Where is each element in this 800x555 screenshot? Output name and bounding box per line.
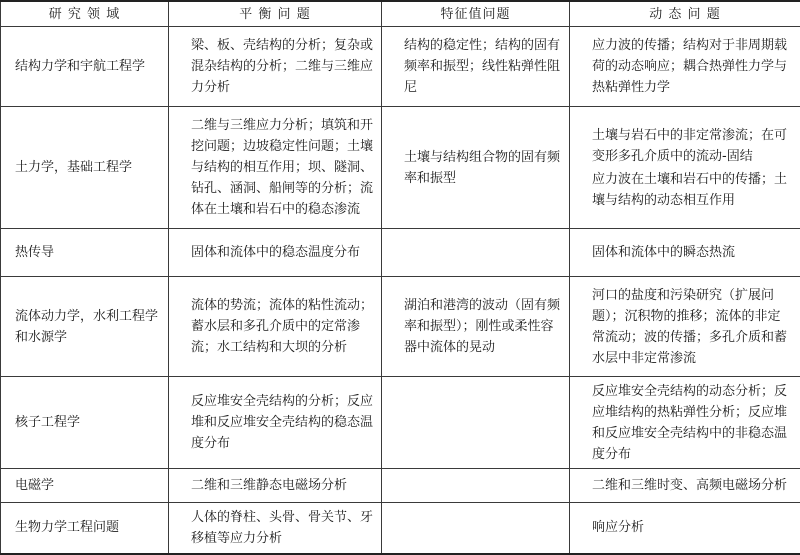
table-row [1,377,800,469]
dynamic-paragraph: 应力波的传播；结构对于非周期载荷的动态响应；耦合热弹性力学与热粘弹性力学 [592,35,792,98]
eigenvalue-cell [382,229,570,277]
header-row [1,1,800,27]
dynamic-paragraph: 土壤与岩石中的非定常渗流；在可变形多孔介质中的流动-固结 [592,125,792,167]
equilibrium-cell: 固体和流体中的稳态温度分布 [169,229,382,277]
equilibrium-cell: 二维与三维应力分析；填筑和开挖问题；边坡稳定性问题；土壤与结构的相互作用；坝、隧洞、钻孔、涵洞、船闸等的分析；流体在土壤和岩石中的稳态渗流 [169,107,382,229]
field-cell: 热传导 [1,229,169,277]
table-row [1,27,800,107]
header-eigenvalue: 特征值问题 [382,1,570,27]
dynamic-cell [570,107,800,229]
dynamic-cell [570,229,800,277]
eigenvalue-cell [382,503,570,554]
header-field: 研 究 领 域 [1,1,169,27]
dynamic-paragraph: 反应堆安全壳结构的动态分析；反应堆结构的热粘弹性分析；反应堆和反应堆安全壳结构中的非稳态温度分布 [592,381,792,465]
table-row [1,503,800,554]
dynamic-cell [570,503,800,554]
eigenvalue-cell: 结构的稳定性；结构的固有频率和振型；线性粘弹性阻尼 [382,27,570,107]
field-cell: 结构力学和宇航工程学 [1,27,169,107]
equilibrium-cell: 流体的势流；流体的粘性流动；蓄水层和多孔介质中的定常渗流；水工结构和大坝的分析 [169,277,382,377]
dynamic-cell [570,377,800,469]
equilibrium-cell: 人体的脊柱、头骨、骨关节、牙移植等应力分析 [169,503,382,554]
header-equilibrium: 平 衡 问 题 [169,1,382,27]
equilibrium-cell: 反应堆安全壳结构的分析；反应堆和反应堆安全壳结构的稳态温度分布 [169,377,382,469]
dynamic-paragraph: 响应分析 [592,517,792,538]
dynamic-paragraph: 固体和流体中的瞬态热流 [592,242,792,263]
equilibrium-cell: 梁、板、壳结构的分析；复杂或混杂结构的分析；二维与三维应力分析 [169,27,382,107]
field-cell: 核子工程学 [1,377,169,469]
eigenvalue-cell: 土壤与结构组合物的固有频率和振型 [382,107,570,229]
table-row [1,469,800,503]
field-cell: 生物力学工程问题 [1,503,169,554]
field-cell: 流体动力学，水利工程学和水源学 [1,277,169,377]
eigenvalue-cell [382,377,570,469]
table-row [1,277,800,377]
dynamic-paragraph: 应力波在土壤和岩石中的传播；土壤与结构的动态相互作用 [592,169,792,211]
eigenvalue-cell [382,469,570,503]
dynamic-paragraph: 河口的盐度和污染研究（扩展问题）；沉积物的推移；流体的非定常流动；波的传播；多孔介质和蓄水层中非定常渗流 [592,285,792,369]
dynamic-cell [570,27,800,107]
dynamic-cell [570,469,800,503]
dynamic-paragraph: 二维和三维时变、高频电磁场分析 [592,475,792,496]
dynamic-cell [570,277,800,377]
table-row [1,229,800,277]
eigenvalue-cell: 湖泊和港湾的波动（固有频率和振型）；刚性或柔性容器中流体的晃动 [382,277,570,377]
header-dynamic: 动 态 问 题 [570,1,800,27]
field-cell: 电磁学 [1,469,169,503]
field-cell: 土力学，基础工程学 [1,107,169,229]
table-row [1,107,800,229]
equilibrium-cell: 二维和三维静态电磁场分析 [169,469,382,503]
